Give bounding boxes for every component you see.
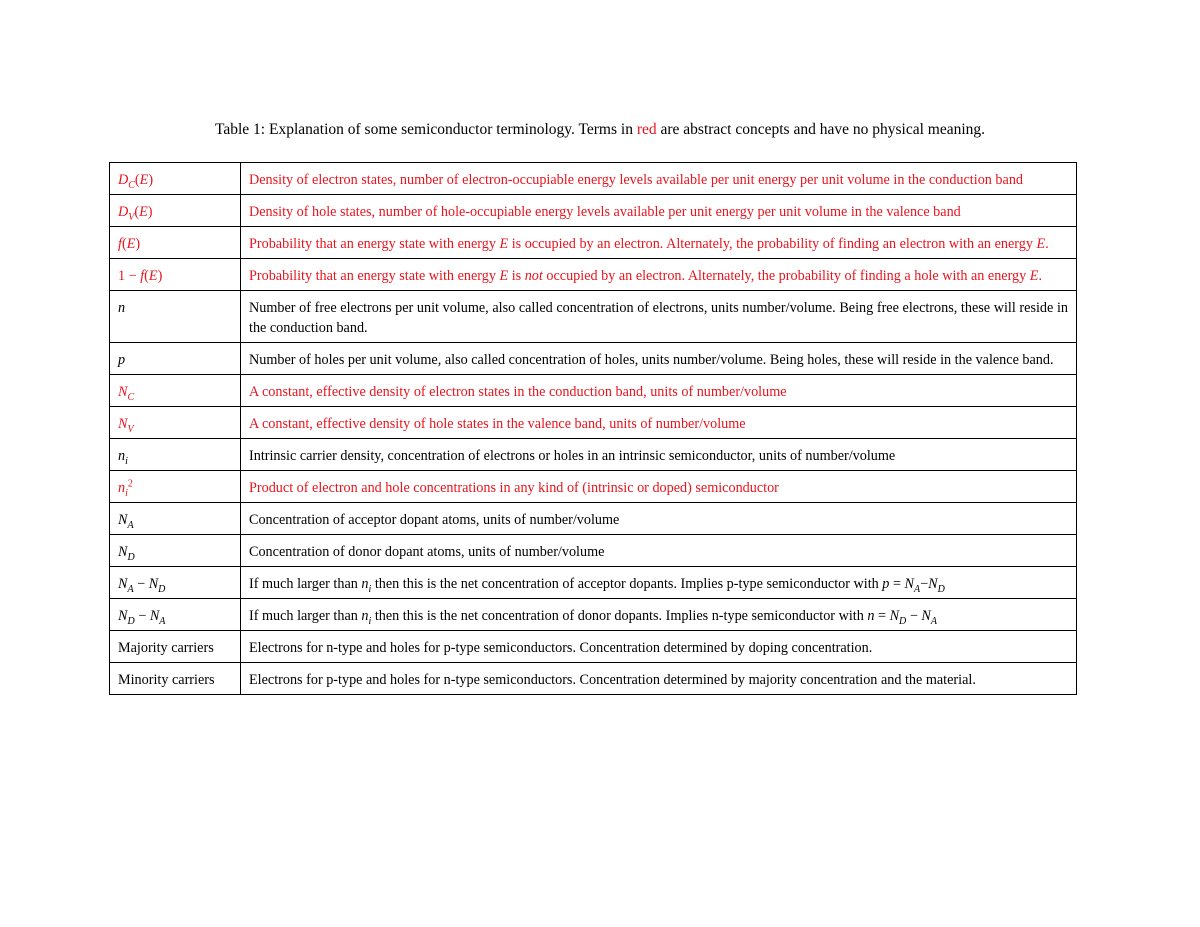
table-row	[110, 163, 1077, 195]
description-cell: Intrinsic carrier density, concentration of electrons or holes in an intrinsic semiconductor, units of number/volume	[241, 439, 1077, 471]
description-cell: Number of free electrons per unit volume, also called concentration of electrons, units number/volume. Being free electrons, these will reside in the conduction band.	[241, 291, 1077, 343]
caption-prefix: Table 1: Explanation of some semiconductor terminology. Terms in	[214, 121, 637, 138]
term-cell	[110, 503, 241, 535]
term-p: p	[118, 352, 126, 368]
term-ni-squared: $n_i^2$	[118, 478, 133, 499]
math-var-e: E	[1036, 236, 1046, 252]
table-row	[110, 291, 1077, 343]
math-ni: $n_i$	[361, 608, 372, 627]
description-cell: Number of holes per unit volume, also called concentration of holes, units number/volume. Being holes, these will reside in the valence band.	[241, 343, 1077, 375]
term-majority-carriers: Majority carriers	[110, 631, 241, 663]
term-cell	[110, 259, 241, 291]
math-equation: $p = N_A-N_D$	[882, 576, 945, 595]
emphasis-not: not	[524, 268, 543, 284]
term-cell	[110, 227, 241, 259]
description-text: is occupied by an electron. Alternately, the probability of finding an electron with an energy	[508, 236, 1037, 252]
description-text: If much larger than	[249, 576, 362, 592]
term-cell	[110, 343, 241, 375]
table-row	[110, 471, 1077, 503]
description-cell: Density of hole states, number of hole-occupiable energy levels available per unit energy per unit volume in the valence band	[241, 195, 1077, 227]
table-row	[110, 375, 1077, 407]
table-caption	[0, 120, 1200, 140]
table-row	[110, 227, 1077, 259]
term-cell	[110, 439, 241, 471]
description-cell: Density of electron states, number of electron-occupiable energy levels available per unit energy per unit volume in the conduction band	[241, 163, 1077, 195]
description-text: Probability that an energy state with energy	[249, 268, 500, 284]
description-text: then this is the net concentration of acceptor dopants. Implies p-type semiconductor with	[371, 576, 883, 592]
description-cell	[241, 567, 1077, 599]
description-text: is	[508, 268, 525, 284]
table-row	[110, 343, 1077, 375]
math-var-e: E	[499, 268, 509, 284]
term-cell	[110, 599, 241, 631]
description-cell: Electrons for p-type and holes for n-type semiconductors. Concentration determined by majority concentration and the material.	[241, 663, 1077, 695]
term-cell	[110, 471, 241, 503]
math-var-e: E	[499, 236, 509, 252]
table-row	[110, 439, 1077, 471]
description-text: .	[1038, 268, 1043, 284]
description-cell	[241, 599, 1077, 631]
description-text: Probability that an energy state with energy	[249, 236, 500, 252]
term-ni: $n_i$	[118, 448, 128, 467]
term-cell	[110, 535, 241, 567]
description-cell: A constant, effective density of hole states in the valence band, units of number/volume	[241, 407, 1077, 439]
term-nd-minus-na: $N_D - N_A$	[118, 608, 166, 627]
term-nc: $N_C$	[118, 384, 135, 403]
description-text: .	[1045, 236, 1049, 252]
description-text: then this is the net concentration of donor dopants. Implies n-type semiconductor with	[371, 608, 868, 624]
math-ni: $n_i$	[361, 576, 372, 595]
description-text: occupied by an electron. Alternately, the probability of finding a hole with an energy	[542, 268, 1030, 284]
term-one-minus-f-e: 1 − f(E)	[118, 268, 163, 284]
term-cell	[110, 407, 241, 439]
term-minority-carriers: Minority carriers	[110, 663, 241, 695]
table-row	[110, 259, 1077, 291]
math-var-e: E	[1029, 268, 1039, 284]
term-cell	[110, 375, 241, 407]
table-row	[110, 503, 1077, 535]
table-row	[110, 535, 1077, 567]
description-text: If much larger than	[249, 608, 362, 624]
term-cell	[110, 291, 241, 343]
table-row	[110, 599, 1077, 631]
description-cell	[241, 259, 1077, 291]
term-cell	[110, 195, 241, 227]
term-cell	[110, 163, 241, 195]
description-cell: A constant, effective density of electron states in the conduction band, units of number/volume	[241, 375, 1077, 407]
term-na-minus-nd: $N_A - N_D$	[118, 576, 166, 595]
table-row	[110, 195, 1077, 227]
term-cell	[110, 567, 241, 599]
description-cell	[241, 227, 1077, 259]
term-nv: $N_V$	[118, 416, 134, 435]
table-row	[110, 631, 1077, 663]
term-na: $N_A$	[118, 512, 134, 531]
caption-highlight: red	[636, 121, 657, 138]
math-equation: $n = N_D - N_A$	[867, 608, 937, 627]
table-row	[110, 663, 1077, 695]
description-cell: Concentration of donor dopant atoms, units of number/volume	[241, 535, 1077, 567]
term-nd: $N_D$	[118, 544, 135, 563]
term-dc-e: $D_C(E)$	[118, 172, 154, 191]
terminology-table	[109, 162, 1077, 695]
term-n: n	[118, 300, 126, 316]
description-cell: Product of electron and hole concentrations in any kind of (intrinsic or doped) semiconductor	[241, 471, 1077, 503]
table-row	[110, 407, 1077, 439]
caption-suffix: are abstract concepts and have no physical meaning.	[656, 121, 986, 138]
description-cell: Concentration of acceptor dopant atoms, units of number/volume	[241, 503, 1077, 535]
term-dv-e: $D_V(E)$	[118, 204, 153, 223]
description-cell: Electrons for n-type and holes for p-type semiconductors. Concentration determined by doping concentration.	[241, 631, 1077, 663]
term-f-e: f(E)	[118, 236, 141, 252]
table-row	[110, 567, 1077, 599]
